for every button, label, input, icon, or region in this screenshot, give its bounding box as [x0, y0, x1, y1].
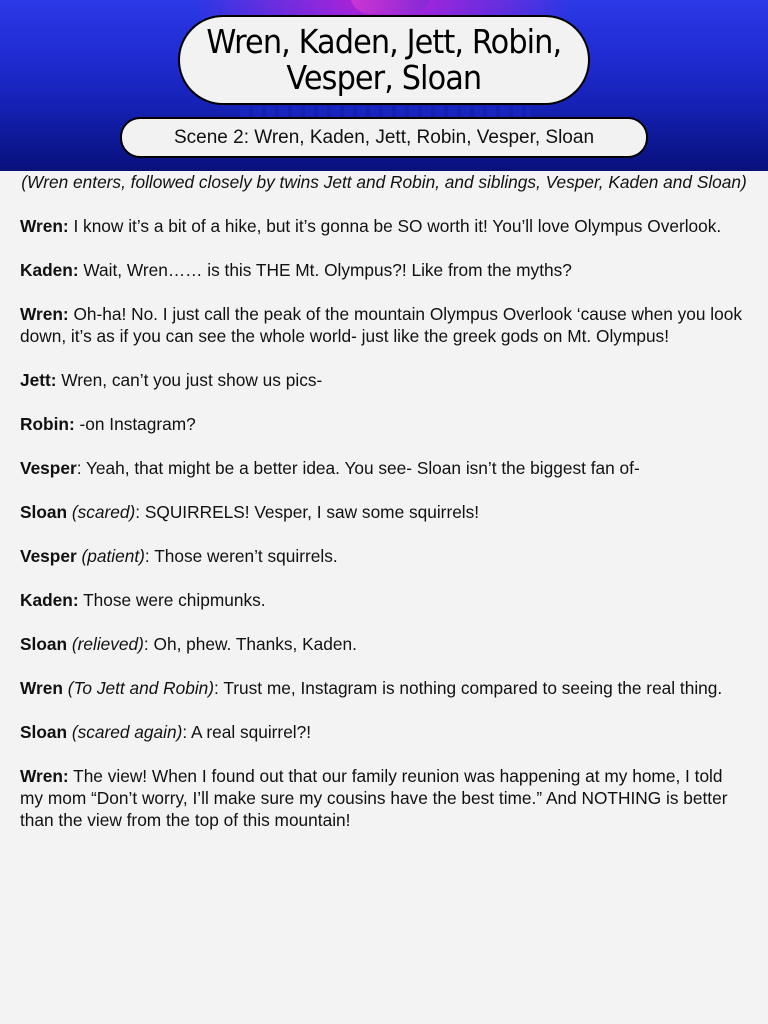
parenthetical: (patient) [76, 546, 145, 566]
speaker-name: Kaden: [20, 590, 79, 610]
dialogue-text: Oh, phew. Thanks, Kaden. [148, 634, 357, 654]
dialogue-line [20, 677, 748, 699]
speaker-name: Vesper [20, 458, 77, 478]
speaker-name: Robin: [20, 414, 75, 434]
speaker-colon: : [135, 502, 141, 522]
dialogue-line [20, 369, 748, 391]
dialogue-line [20, 545, 748, 567]
dialogue-line [20, 765, 748, 831]
title-line-1: Wren, Kaden, Jett, Robin, [206, 22, 562, 61]
speaker-name: Wren: [20, 216, 69, 236]
speaker-name: Wren: [20, 766, 69, 786]
speaker-name: Sloan [20, 722, 68, 742]
dialogue-line [20, 633, 748, 655]
dialogue-text: Those were chipmunks. [78, 590, 266, 610]
speaker-name: Wren: [20, 304, 69, 324]
dialogue-line [20, 589, 748, 611]
scene-label: Scene 2: Wren, Kaden, Jett, Robin, Vesper, Sloan [120, 117, 648, 158]
speaker-name: Kaden: [20, 260, 79, 280]
dialogue-list [20, 215, 748, 831]
dialogue-text: Wait, Wren…… is this THE Mt. Olympus?! Like from the myths? [78, 260, 572, 280]
dialogue-line [20, 413, 748, 435]
dialogue-line [20, 721, 748, 743]
dialogue-text: SQUIRRELS! Vesper, I saw some squirrels! [140, 502, 480, 522]
script-body [20, 171, 748, 853]
speaker-colon: : [76, 458, 82, 478]
parenthetical: (scared again) [67, 722, 183, 742]
dialogue-text: Wren, can’t you just show us pics- [56, 370, 323, 390]
parenthetical: (scared) [67, 502, 136, 522]
dialogue-text: Yeah, that might be a better idea. You see- Sloan isn’t the biggest fan of- [81, 458, 640, 478]
dialogue-line [20, 303, 748, 347]
speaker-name: Wren [20, 678, 63, 698]
dialogue-text: Trust me, Instagram is nothing compared to seeing the real thing. [218, 678, 723, 698]
dialogue-line [20, 501, 748, 523]
page-title [207, 24, 562, 96]
speaker-colon: : [214, 678, 219, 698]
dialogue-text: Oh-ha! No. I just call the peak of the mountain Olympus Overlook ‘cause when you look down, it’s as if you can see the whole world- just like the greek gods on Mt. Olympus! [20, 304, 743, 346]
dialogue-text: A real squirrel?! [187, 722, 312, 742]
speaker-name: Jett: [20, 370, 57, 390]
dialogue-line [20, 259, 748, 281]
title-line-2: Vesper, Sloan [286, 58, 482, 97]
dialogue-text: -on Instagram? [74, 414, 196, 434]
header-banner [0, 0, 768, 171]
parenthetical: (To Jett and Robin) [62, 678, 215, 698]
dialogue-line [20, 457, 748, 479]
speaker-name: Sloan [20, 502, 68, 522]
dialogue-text: The view! When I found out that our family reunion was happening at my home, I told my mom “Don’t worry, I’ll make sure my cousins have the best time.” And NOTHING is better than the view from the top of this mountain! [20, 766, 728, 830]
speaker-colon: : [143, 634, 149, 654]
stage-direction: (Wren enters, followed closely by twins Jett and Robin, and siblings, Vesper, Kaden and Sloan) [21, 172, 747, 192]
dialogue-text: Those weren’t squirrels. [149, 546, 338, 566]
parenthetical: (relieved) [67, 634, 144, 654]
speaker-name: Sloan [20, 634, 68, 654]
speaker-colon: : [182, 722, 188, 742]
guitar-graphic [350, 0, 430, 14]
dialogue-text: I know it’s a bit of a hike, but it’s gonna be SO worth it! You’ll love Olympus Overlook. [68, 216, 722, 236]
title-pill [178, 15, 590, 105]
speaker-colon: : [144, 546, 150, 566]
speaker-name: Vesper [20, 546, 77, 566]
dialogue-line [20, 215, 748, 237]
